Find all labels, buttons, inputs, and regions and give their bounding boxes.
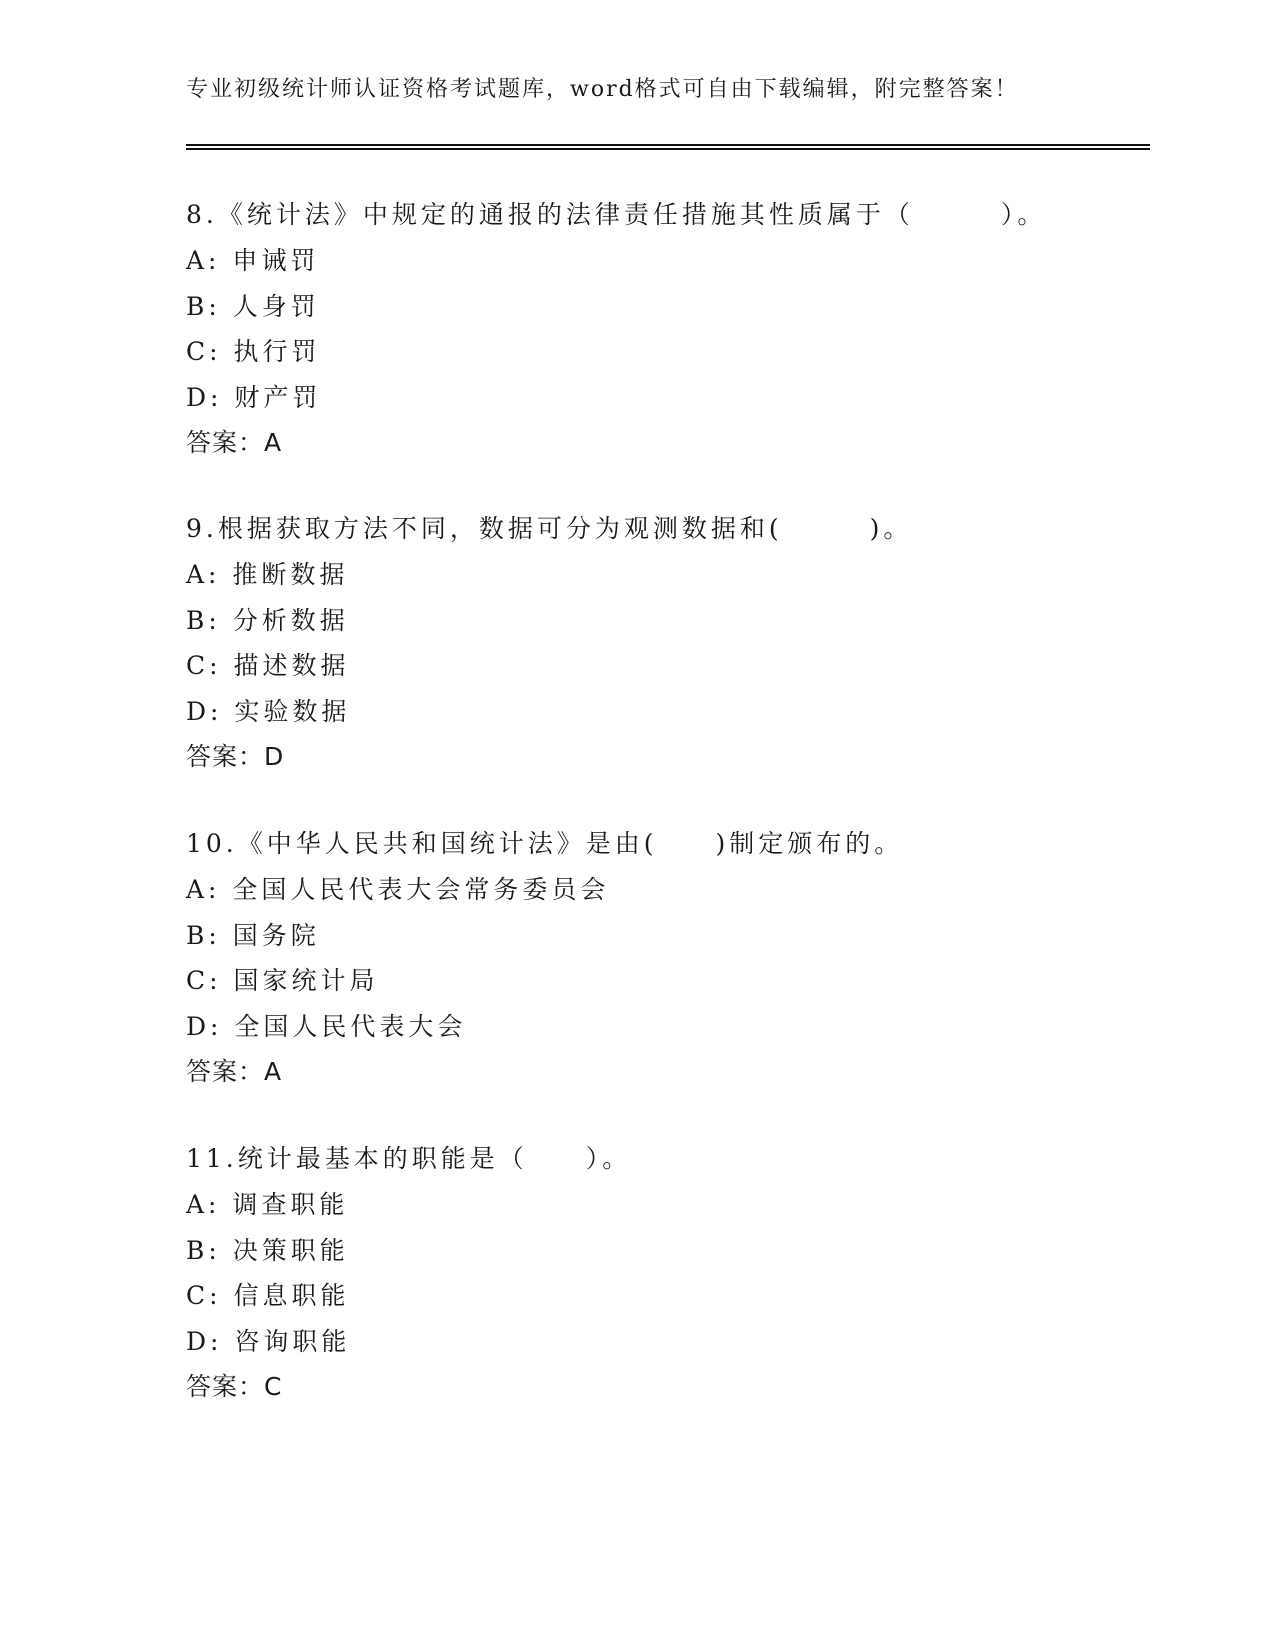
option-a: A: 全国人民代表大会常务委员会: [186, 875, 610, 904]
answer: 答案：C: [186, 1372, 283, 1401]
header-divider: [186, 144, 1150, 150]
question-text: 11.统计最基本的职能是（ ）。: [186, 1144, 632, 1173]
option-a: A: 推断数据: [186, 560, 349, 589]
option-a: A: 调查职能: [186, 1190, 349, 1219]
question-text: 10.《中华人民共和国统计法》是由( )制定颁布的。: [186, 829, 904, 858]
option-d: D: 全国人民代表大会: [186, 1011, 467, 1041]
question-text: 8.《统计法》中规定的通报的法律责任措施其性质属于（ ）。: [186, 200, 1047, 229]
option-d: D: 财产罚: [186, 382, 322, 412]
option-c: C: 执行罚: [186, 337, 321, 366]
question-10: [186, 821, 903, 1095]
option-c: C: 描述数据: [186, 651, 350, 680]
option-d: D: 咨询职能: [186, 1326, 351, 1356]
option-b: B: 国务院: [186, 920, 320, 950]
option-c: C: 信息职能: [186, 1281, 350, 1310]
page-header: 专业初级统计师认证资格考试题库，word格式可自由下载编辑，附完整答案！: [186, 77, 1019, 102]
answer: 答案：A: [186, 428, 283, 457]
option-d: D: 实验数据: [186, 696, 351, 726]
option-b: B: 分析数据: [186, 605, 349, 635]
question-9: [186, 506, 912, 780]
question-11: [186, 1136, 631, 1410]
answer: 答案：D: [186, 742, 285, 771]
question-text: 9.根据获取方法不同，数据可分为观测数据和( )。: [186, 514, 913, 543]
answer: 答案：A: [186, 1057, 283, 1086]
option-b: B: 决策职能: [186, 1235, 349, 1265]
option-b: B: 人身罚: [186, 291, 320, 321]
question-8: [186, 192, 1046, 466]
option-c: C: 国家统计局: [186, 966, 379, 995]
option-a: A: 申诫罚: [186, 246, 320, 275]
